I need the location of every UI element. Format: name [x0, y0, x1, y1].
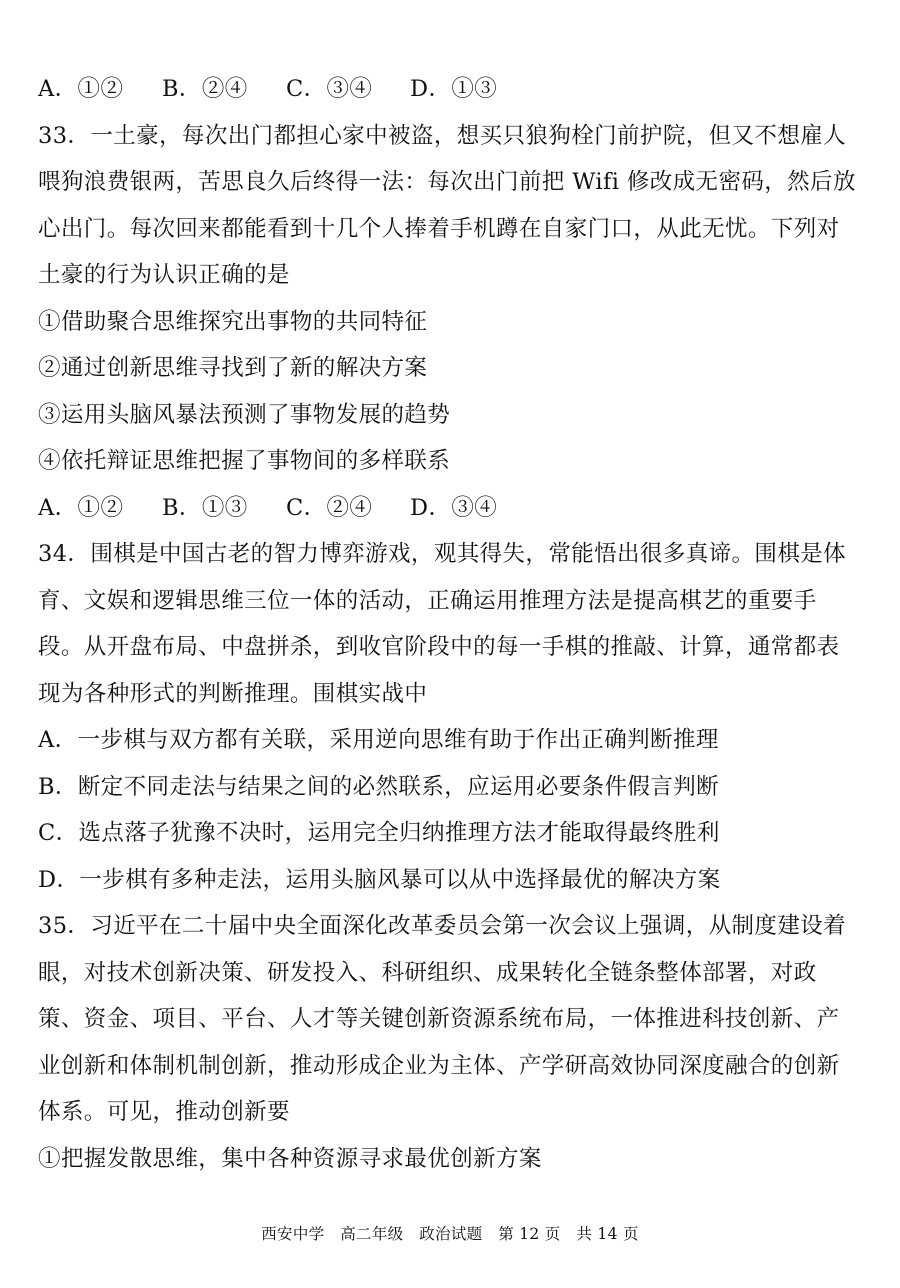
q32-option-b: B．②④ [162, 76, 248, 102]
q34-option-a: A．一步棋与双方都有关联，采用逆向思维有助于作出正确判断推理 [38, 727, 719, 753]
q34-stem-line-3: 段。从开盘布局、中盘拼杀，到收官阶段中的每一手棋的推敲、计算，通常都表 [38, 634, 840, 660]
q35-stem-line-3: 策、资金、项目、平台、人才等关键创新资源系统布局，一体推进科技创新、产 [38, 1006, 840, 1032]
q33-stem-line-1: 33．一土豪，每次出门都担心家中被盗，想买只狼狗栓门前护院，但又不想雇人 [38, 122, 847, 149]
q33-option-a: A．①② [38, 494, 124, 521]
q33-statement-2: ②通过创新思维寻找到了新的解决方案 [38, 355, 428, 381]
q34-option-b: B．断定不同走法与结果之间的必然联系，应运用必要条件假言判断 [38, 773, 720, 800]
q35-stem-line-4: 业创新和体制机制创新，推动形成企业为主体、产学研高效协同深度融合的创新 [38, 1052, 840, 1079]
q33-stem-line-2: 喂狗浪费银两，苦思良久后终得一法：每次出门前把 Wifi 修改成无密码，然后放 [38, 169, 856, 195]
page-footer: 西安中学 高二年级 政治试题 第 12 页 共 14 页 [261, 1225, 639, 1243]
q33-options [38, 485, 868, 532]
q33-statement-3: ③运用头脑风暴法预测了事物发展的趋势 [38, 401, 451, 428]
q32-option-a: A．①② [38, 76, 124, 102]
q35-stem-line-5: 体系。可见，推动创新要 [38, 1099, 290, 1125]
q34-option-c: C．选点落子犹豫不决时，运用完全归纳推理方法才能取得最终胜利 [38, 820, 720, 846]
q33-option-d: D．③④ [410, 494, 498, 521]
q33-option-b: B．①③ [162, 494, 248, 521]
q35-stem-line-1: 35．习近平在二十届中央全面深化改革委员会第一次会议上强调，从制度建设着 [38, 913, 847, 939]
q35-stem-line-2: 眼，对技术创新决策、研发投入、科研组织、成果转化全链条整体部署，对政 [38, 959, 817, 986]
q34-stem-line-1: 34．围棋是中国古老的智力博弈游戏，观其得失，常能悟出很多真谛。围棋是体 [38, 541, 847, 567]
q34-stem-line-4: 现为各种形式的判断推理。围棋实战中 [38, 680, 428, 707]
q33-stem-line-3: 心出门。每次回来都能看到十几个人捧着手机蹲在自家门口，从此无忧。下列对 [38, 215, 840, 242]
q34-stem-line-2: 育、文娱和逻辑思维三位一体的活动，正确运用推理方法是提高棋艺的重要手 [38, 587, 817, 614]
q33-stem-line-4: 土豪的行为认识正确的是 [38, 262, 290, 288]
q32-option-c: C．③④ [286, 76, 373, 102]
q33-statement-1: ①借助聚合思维探究出事物的共同特征 [38, 308, 428, 335]
q35-statement-1: ①把握发散思维，集中各种资源寻求最优创新方案 [38, 1145, 542, 1172]
q33-statement-4: ④依托辩证思维把握了事物间的多样联系 [38, 448, 451, 474]
q33-option-c: C．②④ [286, 494, 373, 521]
q32-options [38, 66, 868, 113]
question-content [38, 66, 868, 1182]
q34-option-d: D．一步棋有多种走法，运用头脑风暴可以从中选择最优的解决方案 [38, 866, 721, 893]
q32-option-d: D．①③ [410, 76, 498, 102]
